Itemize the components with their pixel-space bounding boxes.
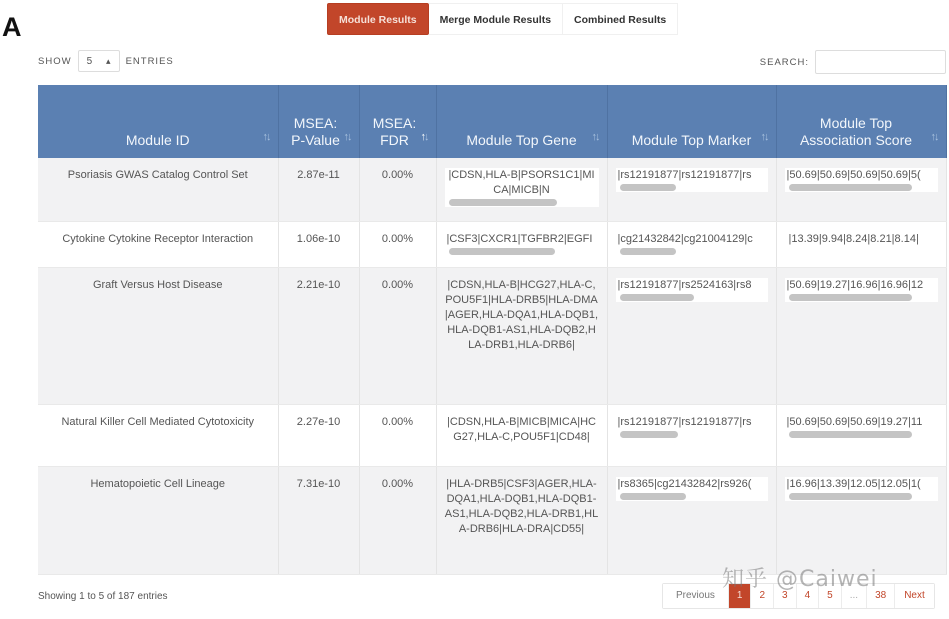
top-gene-scroller — [445, 168, 599, 207]
previous-page-button[interactable]: Previous — [663, 584, 729, 608]
top-marker-scroller — [616, 168, 768, 192]
fdr-cell: 0.00% — [359, 158, 436, 221]
page-ellipsis: ... — [842, 584, 867, 608]
top-gene-text: |HLA-DRB5|CSF3|AGER,HLA-DQA1,HLA-DQB1,HLA-DQB1-AS1,HLA-DQB2,HLA-DRB1,HLA-DRB6|HLA-DRA|CD55| — [444, 477, 599, 535]
module-results-table — [38, 85, 947, 575]
horizontal-scrollbar[interactable] — [616, 293, 768, 302]
search-control — [760, 50, 946, 74]
top-score-scroller — [785, 168, 938, 192]
top-marker-text: |rs12191877|rs2524163|rs8 — [617, 278, 752, 291]
panel-label: A — [2, 12, 22, 42]
column-header-label: MSEA: P-Value — [291, 115, 340, 148]
top-gene-text: |CDSN,HLA-B|HCG27,HLA-C,POU5F1|HLA-DRB5|HLA-DMA|AGER,HLA-DQA1,HLA-DQB1,HLA-DQB1-AS1,HLA-DQB2,HLA-DRB1,HLA-DRB6| — [444, 278, 599, 351]
column-header-top-gene[interactable] — [436, 85, 607, 158]
result-tabs — [327, 3, 678, 35]
table-info: Showing 1 to 5 of 187 entries — [38, 591, 168, 602]
p-value-cell: 2.21e-10 — [278, 267, 359, 404]
top-score-cell — [776, 404, 946, 466]
top-marker-cell — [607, 267, 776, 404]
top-gene-cell — [436, 158, 607, 221]
horizontal-scrollbar[interactable] — [785, 293, 938, 302]
column-header-label: Module ID — [125, 132, 190, 148]
fdr-cell: 0.00% — [359, 221, 436, 267]
page-button-1[interactable]: 1 — [729, 584, 752, 608]
column-header-top-marker[interactable] — [607, 85, 776, 158]
column-header-top-score[interactable] — [776, 85, 946, 158]
module-id-cell: Graft Versus Host Disease — [38, 267, 278, 404]
sort-icon: ↑↓ — [262, 131, 270, 143]
horizontal-scrollbar[interactable] — [616, 247, 768, 256]
page-button-2[interactable]: 2 — [751, 584, 774, 608]
p-value-cell: 2.27e-10 — [278, 404, 359, 466]
top-marker-text: |rs8365|cg21432842|rs926( — [617, 477, 752, 490]
top-gene-scroller — [445, 232, 599, 256]
column-header-module-id[interactable] — [38, 85, 278, 158]
p-value-cell: 2.87e-11 — [278, 158, 359, 221]
table-row — [38, 221, 946, 267]
fdr-cell: 0.00% — [359, 404, 436, 466]
top-score-text: |16.96|13.39|12.05|12.05|1( — [786, 477, 921, 490]
module-id-cell: Cytokine Cytokine Receptor Interaction — [38, 221, 278, 267]
module-id-cell: Natural Killer Cell Mediated Cytotoxicity — [38, 404, 278, 466]
top-score-scroller — [785, 278, 938, 302]
column-header-label: Module Top Marker — [631, 132, 752, 148]
tab-merge-module-results[interactable]: Merge Module Results — [429, 3, 563, 35]
horizontal-scrollbar[interactable] — [785, 183, 938, 192]
top-gene-text: |CDSN,HLA-B|MICB|MICA|HCG27,HLA-C,POU5F1|CD48| — [447, 415, 596, 443]
pagination — [662, 583, 935, 609]
column-header-label: MSEA: FDR — [372, 115, 417, 148]
tab-combined-results[interactable]: Combined Results — [563, 3, 678, 35]
top-score-cell — [776, 158, 946, 221]
fdr-cell: 0.00% — [359, 466, 436, 574]
horizontal-scrollbar[interactable] — [445, 198, 599, 207]
horizontal-scrollbar[interactable] — [616, 183, 768, 192]
top-gene-cell — [436, 404, 607, 466]
table-row — [38, 404, 946, 466]
page-button-4[interactable]: 4 — [797, 584, 820, 608]
search-label: SEARCH: — [759, 56, 809, 68]
top-marker-cell — [607, 404, 776, 466]
top-gene-cell — [436, 267, 607, 404]
entries-length-control — [38, 50, 174, 72]
column-header-label: Module Top Association Score — [799, 115, 913, 148]
module-id-cell: Hematopoietic Cell Lineage — [38, 466, 278, 574]
horizontal-scrollbar[interactable] — [616, 430, 768, 439]
top-gene-cell — [436, 466, 607, 574]
top-score-text: |50.69|50.69|50.69|50.69|5( — [786, 169, 921, 181]
top-score-scroller — [785, 477, 938, 501]
page-button-5[interactable]: 5 — [819, 584, 842, 608]
top-marker-text: |cg21432842|cg21004129|c — [617, 232, 753, 245]
top-gene-cell — [436, 221, 607, 267]
top-score-cell — [776, 267, 946, 404]
p-value-cell: 7.31e-10 — [278, 466, 359, 574]
top-marker-text: |rs12191877|rs12191877|rs — [617, 415, 752, 428]
page-button-38[interactable]: 38 — [867, 584, 895, 608]
top-marker-text: |rs12191877|rs12191877|rs — [617, 169, 752, 181]
sort-icon: ↑↓ — [591, 131, 599, 143]
top-marker-cell — [607, 158, 776, 221]
sort-icon: ↑↓ — [930, 131, 938, 143]
search-input[interactable] — [815, 50, 946, 74]
top-marker-cell — [607, 466, 776, 574]
top-marker-cell — [607, 221, 776, 267]
table-row — [38, 267, 946, 404]
top-marker-scroller — [616, 415, 768, 439]
top-gene-text: |CSF3|CXCR1|TGFBR2|EGFI — [446, 232, 593, 245]
sort-icon: ↑↓ — [760, 131, 768, 143]
top-score-cell — [776, 466, 946, 574]
entries-label: ENTRIES — [125, 55, 174, 67]
column-header-p-value[interactable] — [278, 85, 359, 158]
top-gene-text: |CDSN,HLA-B|PSORS1C1|MICA|MICB|N — [448, 169, 595, 196]
fdr-cell: 0.00% — [359, 267, 436, 404]
top-score-scroller — [785, 415, 938, 439]
sort-ascending-icon: ↑↓ — [420, 131, 428, 143]
horizontal-scrollbar[interactable] — [785, 430, 938, 439]
tab-module-results[interactable]: Module Results — [327, 3, 429, 35]
entries-select[interactable] — [78, 50, 120, 72]
p-value-cell: 1.06e-10 — [278, 221, 359, 267]
top-score-text: |50.69|50.69|50.69|19.27|11 — [786, 415, 923, 428]
column-header-label: Module Top Gene — [466, 132, 577, 148]
top-marker-scroller — [616, 477, 768, 501]
show-label: SHOW — [38, 55, 72, 67]
table-row — [38, 466, 946, 574]
select-updown-icon: ▴ — [106, 55, 111, 66]
sort-icon: ↑↓ — [343, 131, 351, 143]
top-score-cell: |13.39|9.94|8.24|8.21|8.14| — [776, 221, 946, 267]
top-marker-scroller — [616, 278, 768, 302]
top-score-text: |50.69|19.27|16.96|16.96|12 — [786, 278, 924, 291]
entries-select-value: 5 — [86, 55, 93, 67]
column-header-fdr[interactable] — [359, 85, 436, 158]
table-row — [38, 158, 946, 221]
top-marker-scroller — [616, 232, 768, 256]
module-id-cell: Psoriasis GWAS Catalog Control Set — [38, 158, 278, 221]
page-button-3[interactable]: 3 — [774, 584, 797, 608]
horizontal-scrollbar[interactable] — [445, 247, 599, 256]
next-page-button[interactable]: Next — [895, 584, 934, 608]
horizontal-scrollbar[interactable] — [785, 492, 938, 501]
watermark: 知乎 @Caiwei — [722, 567, 878, 592]
horizontal-scrollbar[interactable] — [616, 492, 768, 501]
